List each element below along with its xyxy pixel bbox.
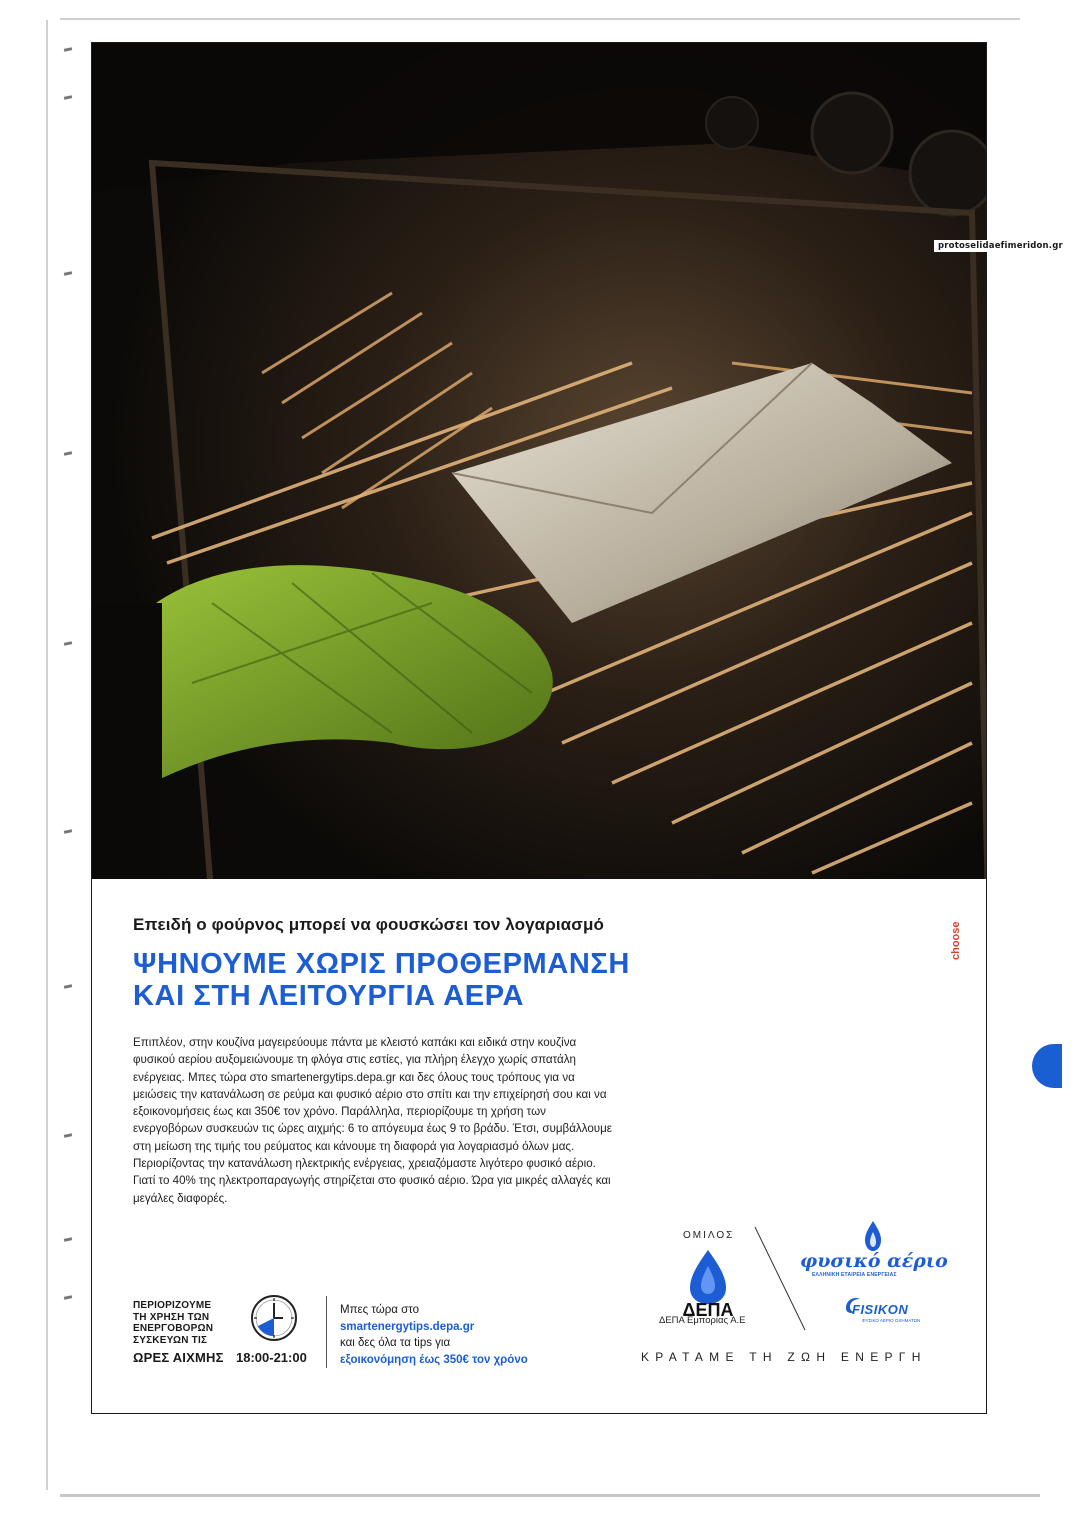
cta-savings-line: εξοικονόμηση έως 350€ τον χρόνο — [340, 1353, 528, 1366]
choose-label: choose — [950, 921, 962, 960]
fysiko-aerio-subtitle: ΕΛΛΗΝΙΚΗ ΕΤΑΙΡΕΙΑ ΕΝΕΡΓΕΙΑΣ — [812, 1272, 897, 1278]
peak-hours-title: ΩΡΕΣ ΑΙΧΜΗΣ — [133, 1350, 224, 1365]
logo-divider — [740, 1225, 810, 1335]
oven-illustration — [92, 43, 987, 879]
cta-url-link[interactable]: smartenergytips.depa.gr — [340, 1320, 475, 1333]
margin-mark — [64, 829, 72, 834]
margin-mark — [64, 451, 72, 456]
margin-mark — [64, 95, 72, 100]
peak-line: ΤΗ ΧΡΗΣΗ ΤΩΝ — [133, 1311, 210, 1323]
oven-photo — [92, 43, 987, 879]
slogan: ΚΡΑΤΑΜΕ ΤΗ ΖΩΗ ΕΝΕΡΓΗ — [641, 1350, 927, 1364]
vertical-divider — [326, 1296, 327, 1368]
body-copy: Επιπλέον, στην κουζίνα μαγειρεύουμε πάντα με κλειστό καπάκι και ειδικά στην κουζίνα φυσικού αερίου αυξομειώνουμε τη φλόγα στις εστίες, για πλήρη έλεγχο χωρίς σπατάλη ενέργειας. Μπες τώρα στο smartenergytips.depa.gr και δες όλους τους τρόπους για να μειώσεις την κατανάλωση σε ρεύμα και φυσικό αέριο στο σπίτι και την επιχείρησή σου και να εξοικονομήσεις έως και 350€ τον χρόνο. Παράλληλα, περιορίζουμε τη χρήση των ενεργοβόρων συσκευών τις ώρες αιχμής: 6 το απόγευμα έως 9 το βράδυ. Έτσι, συμβάλλουμε στη μείωση της τιμής του ρεύματος και κάνουμε τη διαφορά για λογαριασμό όλων μας. Περιορίζοντας την κατανάλωση ηλεκτρικής ενέργειας, χρειαζόμαστε λιγότερο φυσικό αέριο. Γιατί το 40% της ηλεκτροπαραγωγής στηρίζεται στο φυσικό αέριο. Ώρα για μικρές αλλαγές και μεγάλες διαφορές. — [133, 1036, 612, 1205]
margin-mark — [64, 47, 72, 52]
advertisement — [91, 42, 987, 1414]
margin-mark — [64, 641, 72, 646]
call-to-action — [340, 1302, 528, 1368]
depa-subtitle: ΔΕΠΑ Εμπορίας Α.Ε — [659, 1315, 746, 1326]
group-label: ΟΜΙΛΟΣ — [683, 1230, 735, 1241]
depa-logo-icon — [668, 1248, 748, 1320]
peak-hours-label — [133, 1300, 213, 1346]
peak-line: ΣΥΣΚΕΥΩΝ ΤΙΣ — [133, 1334, 208, 1346]
margin-mark — [64, 1237, 72, 1242]
watermark: protoselidaefimeridon.gr — [934, 240, 1067, 252]
fisikon-subtitle: ΦΥΣΙΚΟ ΑΕΡΙΟ ΟΧΗΜΑΤΩΝ — [862, 1318, 921, 1323]
margin-mark — [64, 271, 72, 276]
fysiko-aerio-logo: φυσικό αέριο — [800, 1250, 948, 1272]
scan-edge-left — [46, 20, 48, 1490]
cta-line: Μπες τώρα στο — [340, 1304, 419, 1316]
choose-tag — [950, 922, 966, 960]
headline — [133, 948, 630, 1012]
flame-icon — [862, 1220, 884, 1252]
peak-hours-time: 18:00-21:00 — [236, 1350, 307, 1365]
margin-mark — [64, 984, 72, 989]
cta-line: και δες όλα τα tips για — [340, 1337, 451, 1349]
headline-line: ΚΑΙ ΣΤΗ ΛΕΙΤΟΥΡΓΙΑ ΑΕΡΑ — [133, 980, 525, 1012]
scan-edge-top — [60, 18, 1020, 20]
subheadline: Επειδή ο φούρνος μπορεί να φουσκώσει τον λογαριασμό — [133, 915, 604, 934]
headline-line: ΨΗΝΟΥΜΕ ΧΩΡΙΣ ΠΡΟΘΕΡΜΑΝΣΗ — [133, 948, 630, 980]
margin-mark — [64, 1295, 72, 1300]
fisikon-logo: FISIKON — [852, 1302, 909, 1317]
peak-line: ΠΕΡΙΟΡΙΖΟΥΜΕ — [133, 1300, 212, 1311]
page-edge-tab — [1032, 1044, 1062, 1088]
clock-icon — [249, 1293, 299, 1343]
depa-wordmark: ΔΕΠΑ — [682, 1300, 734, 1320]
peak-line: ΕΝΕΡΓΟΒΟΡΩΝ — [133, 1323, 214, 1334]
margin-mark — [64, 1133, 72, 1138]
scan-edge-bottom — [60, 1494, 1040, 1497]
